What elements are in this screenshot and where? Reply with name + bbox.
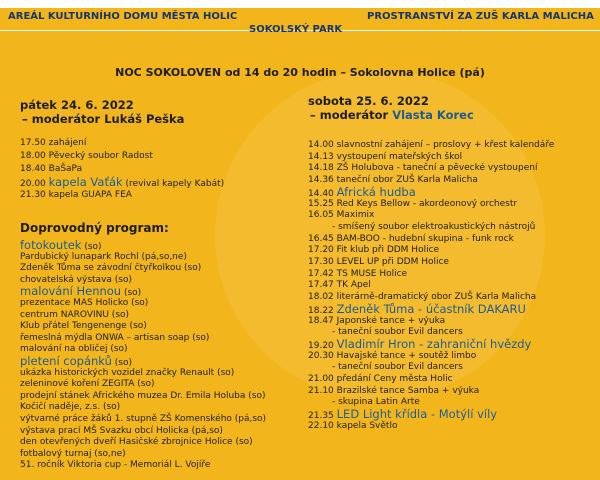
schedule-text: předání Ceny města Holic — [336, 374, 453, 384]
schedule-row — [20, 460, 210, 471]
schedule-row — [308, 421, 397, 432]
schedule-row — [20, 177, 224, 190]
schedule-row — [20, 449, 126, 460]
schedule-row — [308, 386, 479, 397]
schedule-time: 14.36 — [308, 175, 337, 186]
schedule-row — [20, 333, 209, 344]
schedule-time: 14.18 — [308, 163, 337, 174]
header-left-venue: AREÁL KULTURNÍHO DOMU MĚSTA HOLIC — [8, 11, 238, 22]
top-banner — [0, 0, 600, 8]
schedule-row — [20, 138, 86, 149]
schedule-text: Klub přátel Tengenenge (so) — [20, 321, 147, 332]
schedule-text: výstava prací MŠ Svazku obcí Holicka (pá,so) — [20, 425, 223, 436]
schedule-text: Brazilské tance Samba + výuka — [336, 385, 480, 396]
schedule-text: (revival kapely Kabát) — [122, 179, 225, 189]
schedule-row — [20, 391, 266, 402]
schedule-row — [20, 402, 120, 413]
schedule-text: (so) — [121, 288, 142, 299]
schedule-text: den otevřených dveří Hasičské zbrojnice Holice (so) — [20, 437, 253, 448]
header-right-venue: PROSTRANSTVÍ ZA ZUŠ KARLA MALICHA — [367, 11, 594, 22]
schedule-text: (so) — [111, 358, 132, 368]
schedule-text: - taneční soubor Evil dancers — [332, 327, 463, 338]
schedule-time: 21.35 — [308, 411, 337, 422]
schedule-time: 21.30 — [20, 190, 49, 200]
program-heading: Doprovodný program: — [20, 221, 169, 235]
schedule-time: 15.25 — [308, 198, 337, 209]
schedule-time: 18.22 — [308, 305, 337, 316]
schedule-row — [308, 316, 445, 327]
schedule-text: výtvarné práce žáků 1. stupně ZŠ Komenského (pá,so) — [20, 414, 267, 424]
schedule-text: 51. ročník Viktoria cup - Memoriál L. Vojíře — [20, 460, 211, 471]
schedule-text: Pardubický lunapark Rochl (pá,so,ne) — [20, 251, 187, 262]
highlight-act: fotokoutek — [20, 238, 82, 252]
left-moderator-line — [22, 114, 184, 125]
highlight-act: pletení copánků — [20, 354, 112, 368]
schedule-text: TS MUSE Holice — [336, 268, 408, 279]
schedule-time: 18.40 — [20, 164, 49, 174]
schedule-text: - taneční soubor Evil dancers — [332, 362, 463, 373]
schedule-row — [20, 310, 129, 321]
schedule-time: 19.20 — [308, 340, 337, 351]
schedule-time: 22.10 — [308, 420, 337, 431]
schedule-row — [308, 374, 453, 385]
schedule-row — [308, 199, 517, 210]
schedule-row — [20, 321, 147, 332]
schedule-row — [332, 362, 463, 373]
schedule-text: kapela GUAPA FEA — [48, 190, 132, 200]
schedule-text: zahájení — [48, 138, 87, 148]
schedule-text: Fit klub při DDM Holice — [336, 245, 440, 256]
schedule-row — [20, 252, 187, 263]
schedule-row — [20, 426, 223, 437]
schedule-time: 16.45 — [308, 233, 337, 244]
schedule-text: LEVEL UP při DDM Holice — [336, 257, 449, 267]
schedule-time: 17.47 — [308, 280, 337, 291]
schedule-row — [308, 140, 554, 151]
schedule-row — [332, 222, 535, 233]
schedule-text: Maximix — [336, 210, 375, 221]
schedule-text: (so) — [81, 242, 102, 252]
schedule-time: 20.00 — [20, 179, 49, 189]
schedule-text: Red Keys Bellow - akordeonový orchestr — [336, 198, 518, 209]
schedule-time: 17.30 — [308, 257, 337, 267]
schedule-text: BaŠaPa — [48, 164, 83, 174]
schedule-time: 18.02 — [308, 292, 337, 303]
event-title: NOC SOKOLOVEN od 14 do 20 hodin – Sokolovna Holice (pá) — [115, 66, 485, 79]
schedule-time: 14.13 — [308, 151, 337, 162]
schedule-row — [308, 257, 449, 268]
schedule-text: Japonské tance + výuka — [336, 315, 446, 326]
schedule-text: malování na obličej (so) — [20, 344, 128, 355]
schedule-text: centrum NAROVINU (so) — [20, 309, 130, 320]
moderator-prefix: – moderátor — [22, 112, 105, 126]
schedule-row — [20, 298, 148, 309]
schedule-time: 18.47 — [308, 315, 337, 326]
schedule-text: slavnostní zahájení – proslovy + křest kalendáře — [336, 140, 555, 150]
schedule-text: zeleninové koření ZEGITA (so) — [20, 379, 155, 390]
highlight-act: Zdeněk Tůma - účastník DAKARU — [336, 301, 526, 316]
schedule-time: 14.00 — [308, 140, 337, 150]
schedule-text: BAM-BOO - hudební skupina - funk rock — [336, 233, 514, 244]
schedule-time: 20.30 — [308, 350, 337, 361]
schedule-text: prodejní stánek Afrického muzea Dr. Emila Holuba (so) — [20, 390, 266, 401]
schedule-row — [308, 234, 514, 245]
schedule-row — [308, 245, 439, 256]
moderator-prefix: – moderátor — [310, 108, 393, 122]
schedule-text: řemeslná mýdla ONWA – artisan soap (so) — [20, 332, 210, 343]
schedule-row — [308, 163, 537, 174]
schedule-text: Zdeněk Tůma se závodní čtyřkolkou (so) — [20, 263, 202, 274]
schedule-text: ZŠ Holubova - taneční a pěvecké vystoupení — [336, 163, 538, 174]
schedule-row — [20, 263, 201, 274]
schedule-text: literárně-dramatický obor ZUŠ Karla Malicha — [336, 292, 537, 303]
header-center-venue: SOKOLSKÝ PARK — [249, 24, 343, 35]
schedule-text: - smíšený soubor elektroakustických nástrojů — [332, 221, 536, 232]
schedule-row — [308, 152, 462, 163]
schedule-time: 17.50 — [20, 138, 49, 148]
schedule-text: prezentace MAS Holicko (so) — [20, 298, 149, 308]
schedule-time: 16.05 — [308, 210, 337, 221]
left-day-heading: pátek 24. 6. 2022 — [20, 98, 134, 112]
schedule-time: 21.00 — [308, 374, 337, 384]
schedule-time: 17.42 — [308, 268, 337, 279]
schedule-text: Havajské tance + soutěž limbo — [336, 350, 477, 361]
schedule-text: - skupina Latin Arte — [332, 397, 420, 408]
schedule-text: kapela Světlo — [336, 420, 398, 431]
schedule-text: fotbalový turnaj (so,ne) — [20, 448, 126, 459]
schedule-time: 14.40 — [308, 188, 337, 199]
schedule-row — [20, 379, 154, 390]
highlight-act: Africká hudba — [336, 184, 416, 199]
schedule-time: 21.10 — [308, 385, 337, 396]
schedule-row — [20, 414, 266, 425]
schedule-time: 18.00 — [20, 151, 49, 161]
schedule-row — [20, 437, 253, 448]
schedule-text: chovatelská výstava (so) — [20, 274, 132, 285]
highlight-act: LED Light křídla - Motýlí víly — [336, 407, 498, 422]
schedule-row — [20, 368, 234, 379]
schedule-row — [20, 190, 132, 201]
highlight-act: kapela Vaťák — [48, 175, 123, 189]
schedule-text: vystoupení mateřských škol — [336, 151, 463, 162]
moderator-name: Vlasta Korec — [392, 108, 474, 122]
right-day-heading: sobota 25. 6. 2022 — [308, 94, 429, 108]
moderator-name: Lukáš Peška — [104, 112, 185, 126]
schedule-time: 17.20 — [308, 245, 337, 256]
schedule-text: ukázka historických vozidel značky Renault (so) — [20, 367, 235, 378]
schedule-text: Pěvecký soubor Radost — [48, 151, 153, 161]
highlight-act: Vladimír Hron - zahraniční hvězdy — [336, 336, 532, 351]
schedule-row — [308, 351, 476, 362]
highlight-act: malování Hennou — [20, 284, 122, 299]
schedule-text: TK Apel — [336, 280, 371, 291]
schedule-row — [20, 164, 82, 175]
right-moderator-line — [310, 110, 474, 121]
schedule-row — [308, 269, 407, 280]
schedule-text: Kočičí naděje, z.s. (so) — [20, 402, 121, 413]
schedule-row — [308, 210, 374, 221]
schedule-row — [20, 151, 153, 162]
schedule-text: taneční obor ZUŠ Karla Malicha — [336, 175, 478, 186]
schedule-row — [308, 280, 371, 291]
